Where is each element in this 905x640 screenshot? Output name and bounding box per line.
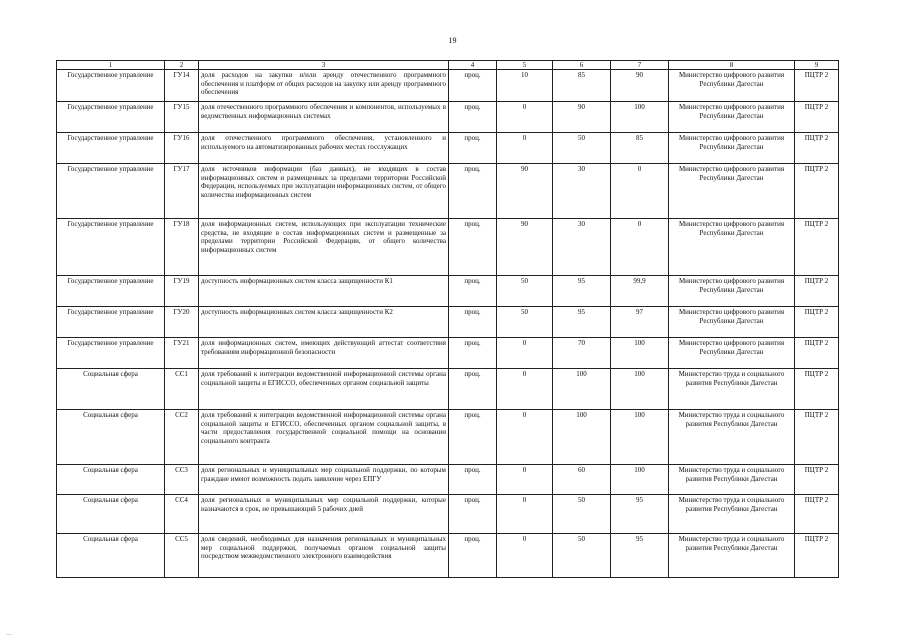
code-cell: ГУ18 <box>165 219 199 276</box>
value-target-cell: 100 <box>611 338 669 369</box>
program-cell: ПЦТР 2 <box>795 410 839 465</box>
unit-cell: проц. <box>449 369 497 410</box>
table-row <box>57 369 839 410</box>
value-mid-cell: 50 <box>553 534 611 578</box>
unit-cell: проц. <box>449 534 497 578</box>
value-base-cell: 0 <box>497 369 553 410</box>
value-base-cell: 0 <box>497 338 553 369</box>
column-number: 7 <box>611 61 669 70</box>
value-mid-cell: 95 <box>553 307 611 338</box>
description-cell: доля региональных и муниципальных мер социальной поддержки, по которым граждане имеют возможность подать заявление через ЕПГУ <box>199 465 449 495</box>
code-cell: ГУ16 <box>165 133 199 164</box>
table-row <box>57 410 839 465</box>
value-mid-cell: 100 <box>553 410 611 465</box>
table-row <box>57 465 839 495</box>
value-base-cell: 50 <box>497 276 553 307</box>
sector-cell: Социальная сфера <box>57 465 165 495</box>
value-mid-cell: 50 <box>553 495 611 534</box>
value-base-cell: 50 <box>497 307 553 338</box>
table-row <box>57 307 839 338</box>
sector-cell: Государственное управление <box>57 276 165 307</box>
value-base-cell: 0 <box>497 534 553 578</box>
table-row <box>57 164 839 219</box>
table-row <box>57 338 839 369</box>
column-number: 2 <box>165 61 199 70</box>
column-number-row <box>57 61 839 70</box>
program-cell: ПЦТР 2 <box>795 70 839 102</box>
unit-cell: проц. <box>449 219 497 276</box>
value-target-cell: 95 <box>611 495 669 534</box>
value-mid-cell: 70 <box>553 338 611 369</box>
value-mid-cell: 100 <box>553 369 611 410</box>
program-cell: ПЦТР 2 <box>795 219 839 276</box>
sector-cell: Государственное управление <box>57 219 165 276</box>
page-number: 19 <box>448 36 457 45</box>
program-cell: ПЦТР 2 <box>795 307 839 338</box>
responsible-org-cell: Министерство труда и социального развития Республики Дагестан <box>669 410 795 465</box>
code-cell: СС4 <box>165 495 199 534</box>
responsible-org-cell: Министерство цифрового развития Республики Дагестан <box>669 276 795 307</box>
unit-cell: проц. <box>449 307 497 338</box>
code-cell: ГУ21 <box>165 338 199 369</box>
description-cell: доля информационных систем, имеющих действующий аттестат соответствия требованиям информационной безопасности <box>199 338 449 369</box>
program-cell: ПЦТР 2 <box>795 369 839 410</box>
responsible-org-cell: Министерство труда и социального развития Республики Дагестан <box>669 534 795 578</box>
program-cell: ПЦТР 2 <box>795 495 839 534</box>
value-target-cell: 100 <box>611 102 669 133</box>
code-cell: ГУ15 <box>165 102 199 133</box>
unit-cell: проц. <box>449 338 497 369</box>
table-row <box>57 276 839 307</box>
value-target-cell: 97 <box>611 307 669 338</box>
program-cell: ПЦТР 2 <box>795 534 839 578</box>
unit-cell: проц. <box>449 133 497 164</box>
program-cell: ПЦТР 2 <box>795 102 839 133</box>
responsible-org-cell: Министерство цифрового развития Республики Дагестан <box>669 70 795 102</box>
sector-cell: Социальная сфера <box>57 369 165 410</box>
value-base-cell: 10 <box>497 70 553 102</box>
responsible-org-cell: Министерство цифрового развития Республики Дагестан <box>669 338 795 369</box>
sector-cell: Государственное управление <box>57 133 165 164</box>
code-cell: ГУ17 <box>165 164 199 219</box>
description-cell: доля требований к интеграции ведомственной информационной системы органа социальной защиты и ЕГИССО, обеспеченных органом социальной защиты, в части предоставления государственной социальной помощи на основании социального контракта <box>199 410 449 465</box>
unit-cell: проц. <box>449 410 497 465</box>
value-base-cell: 0 <box>497 410 553 465</box>
program-cell: ПЦТР 2 <box>795 164 839 219</box>
value-mid-cell: 85 <box>553 70 611 102</box>
description-cell: доля требований к интеграции ведомственной информационной системы органа социальной защиты и ЕГИССО, обеспеченных органом социальной защиты <box>199 369 449 410</box>
value-mid-cell: 30 <box>553 164 611 219</box>
column-number: 1 <box>57 61 165 70</box>
value-target-cell: 95 <box>611 534 669 578</box>
code-cell: СС2 <box>165 410 199 465</box>
table-row <box>57 133 839 164</box>
column-number: 9 <box>795 61 839 70</box>
sector-cell: Государственное управление <box>57 70 165 102</box>
unit-cell: проц. <box>449 70 497 102</box>
value-target-cell: 99,9 <box>611 276 669 307</box>
column-number: 3 <box>199 61 449 70</box>
responsible-org-cell: Министерство труда и социального развития Республики Дагестан <box>669 465 795 495</box>
sector-cell: Государственное управление <box>57 102 165 133</box>
sector-cell: Государственное управление <box>57 338 165 369</box>
value-mid-cell: 90 <box>553 102 611 133</box>
responsible-org-cell: Министерство цифрового развития Республики Дагестан <box>669 102 795 133</box>
code-cell: СС3 <box>165 465 199 495</box>
scan-margin-mark: — <box>6 632 12 638</box>
sector-cell: Государственное управление <box>57 307 165 338</box>
column-number: 5 <box>497 61 553 70</box>
value-base-cell: 0 <box>497 465 553 495</box>
description-cell: доля отечественного программного обеспечения, установленного и используемого на автоматизированных рабочих местах госслужащих <box>199 133 449 164</box>
unit-cell: проц. <box>449 164 497 219</box>
code-cell: СС5 <box>165 534 199 578</box>
indicators-body <box>57 70 839 578</box>
responsible-org-cell: Министерство цифрового развития Республики Дагестан <box>669 133 795 164</box>
description-cell: доступность информационных систем класса защищенности К2 <box>199 307 449 338</box>
responsible-org-cell: Министерство цифрового развития Республики Дагестан <box>669 219 795 276</box>
unit-cell: проц. <box>449 276 497 307</box>
value-target-cell: 100 <box>611 410 669 465</box>
responsible-org-cell: Министерство труда и социального развития Республики Дагестан <box>669 369 795 410</box>
value-target-cell: 90 <box>611 70 669 102</box>
value-mid-cell: 50 <box>553 133 611 164</box>
description-cell: доля расходов на закупки и/или аренду отечественного программного обеспечения и платформ от общих расходов на закупку или аренду программного обеспечения <box>199 70 449 102</box>
program-cell: ПЦТР 2 <box>795 276 839 307</box>
value-target-cell: 100 <box>611 369 669 410</box>
unit-cell: проц. <box>449 102 497 133</box>
sector-cell: Социальная сфера <box>57 495 165 534</box>
responsible-org-cell: Министерство цифрового развития Республики Дагестан <box>669 164 795 219</box>
description-cell: доля региональных и муниципальных мер социальной поддержки, которые назначаются в срок, не превышающий 5 рабочих дней <box>199 495 449 534</box>
table-row <box>57 219 839 276</box>
value-base-cell: 90 <box>497 219 553 276</box>
value-base-cell: 0 <box>497 495 553 534</box>
value-mid-cell: 95 <box>553 276 611 307</box>
description-cell: доля сведений, необходимых для назначения региональных и муниципальных мер социальной поддержки, получаемых органом социальной защиты посредством межведомственного электронного взаимодействия <box>199 534 449 578</box>
value-target-cell: 0 <box>611 219 669 276</box>
table-row <box>57 70 839 102</box>
program-cell: ПЦТР 2 <box>795 338 839 369</box>
program-cell: ПЦТР 2 <box>795 133 839 164</box>
unit-cell: проц. <box>449 495 497 534</box>
value-mid-cell: 30 <box>553 219 611 276</box>
value-target-cell: 0 <box>611 164 669 219</box>
unit-cell: проц. <box>449 465 497 495</box>
column-number: 6 <box>553 61 611 70</box>
indicators-table <box>56 60 839 578</box>
sector-cell: Социальная сфера <box>57 534 165 578</box>
value-base-cell: 90 <box>497 164 553 219</box>
table-row <box>57 102 839 133</box>
value-target-cell: 85 <box>611 133 669 164</box>
responsible-org-cell: Министерство труда и социального развития Республики Дагестан <box>669 495 795 534</box>
program-cell: ПЦТР 2 <box>795 465 839 495</box>
value-base-cell: 0 <box>497 133 553 164</box>
description-cell: доля отечественного программного обеспечения и компонентов, используемых в ведомственных информационных системах <box>199 102 449 133</box>
value-target-cell: 100 <box>611 465 669 495</box>
code-cell: ГУ14 <box>165 70 199 102</box>
sector-cell: Социальная сфера <box>57 410 165 465</box>
sector-cell: Государственное управление <box>57 164 165 219</box>
code-cell: ГУ19 <box>165 276 199 307</box>
code-cell: ГУ20 <box>165 307 199 338</box>
table-row <box>57 495 839 534</box>
value-base-cell: 0 <box>497 102 553 133</box>
description-cell: доля источников информации (баз данных), не входящих в состав информационных систем и размещенных за пределами территории Российской Федерации, используемых при эксплуатации информационных систем, от общего количества информационных систем <box>199 164 449 219</box>
value-mid-cell: 60 <box>553 465 611 495</box>
description-cell: доля информационных систем, использующих при эксплуатации технические средства, не входящие в состав информационных систем и размещенные за пределами территории Российской Федерации, от общего количества информационных систем <box>199 219 449 276</box>
code-cell: СС1 <box>165 369 199 410</box>
description-cell: доступность информационных систем класса защищенности К1 <box>199 276 449 307</box>
table-row <box>57 534 839 578</box>
column-number: 4 <box>449 61 497 70</box>
responsible-org-cell: Министерство цифрового развития Республики Дагестан <box>669 307 795 338</box>
column-number: 8 <box>669 61 795 70</box>
